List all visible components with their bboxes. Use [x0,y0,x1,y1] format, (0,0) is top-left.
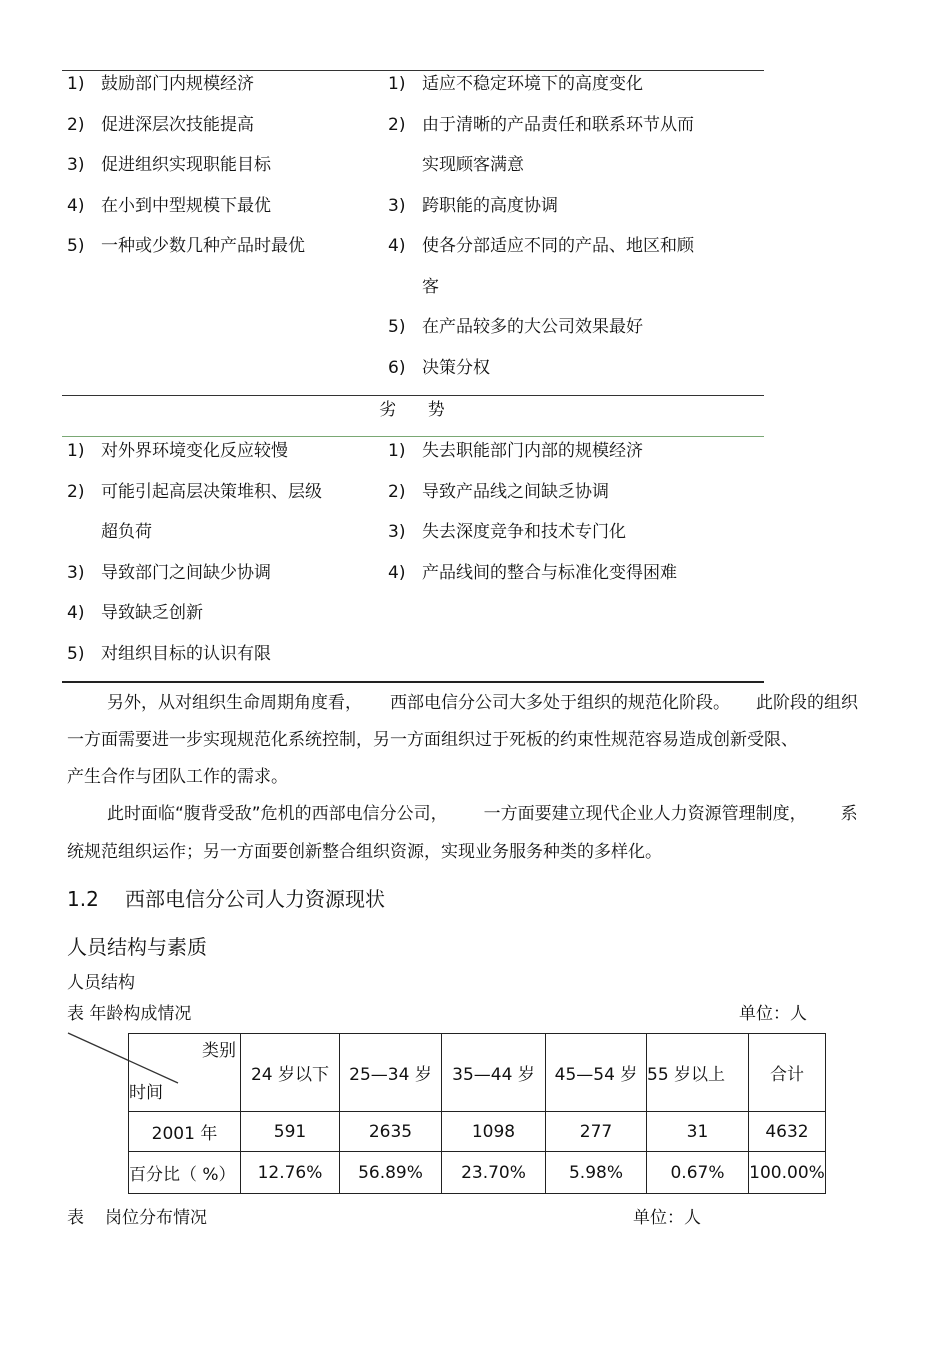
column-header: 合计 [749,1034,826,1112]
disadvantages-header: 劣 势 [379,400,447,420]
list-item: 3) 失去深度竞争和技术专门化 [388,522,626,542]
table-cell: 5.98% [546,1152,647,1194]
table-unit: 单位：人 [739,1004,807,1024]
row-label: 2001 年 [129,1112,241,1152]
paragraph: 产生合作与团队工作的需求。 [67,767,288,787]
paragraph: 统规范组织运作；另一方面要创新整合组织资源，实现业务服务种类的多样化。 [67,842,662,862]
table-cell: 12.76% [241,1152,340,1194]
column-header: 55 岁以上 [647,1034,749,1112]
list-item: 2) 促进深层次技能提高 [67,115,254,135]
list-item: 2) 由于清晰的产品责任和联系环节从而 [388,115,694,135]
paragraph: 一方面需要进一步实现规范化系统控制，另一方面组织过于死板的约束性规范容易造成创新受限、 [67,730,798,750]
table-row [129,1152,826,1194]
table-header-row [129,1034,826,1112]
list-item: 2) 导致产品线之间缺乏协调 [388,482,609,502]
column-header: 24 岁以下 [241,1034,340,1112]
table-cell: 0.67% [647,1152,749,1194]
list-item: 客 [422,277,439,297]
list-item: 3) 促进组织实现职能目标 [67,155,271,175]
list-item: 2) 可能引起高层决策堆积、层级 [67,482,322,502]
corner-cell [129,1034,241,1112]
table-row [129,1112,826,1152]
table-cell: 4632 [749,1112,826,1152]
list-item: 1) 适应不稳定环境下的高度变化 [388,74,643,94]
column-header: 25—34 岁 [340,1034,442,1112]
list-item: 5) 一种或少数几种产品时最优 [67,236,305,256]
table-unit: 单位：人 [633,1208,701,1228]
paragraph: 另外，从对组织生命周期角度看， 西部电信分公司大多处于组织的规范化阶段。 此阶段的组织 [107,693,858,713]
subsection-heading: 人员结构与素质 [67,935,207,959]
subsubsection-heading: 人员结构 [67,973,135,993]
table-cell: 277 [546,1112,647,1152]
list-item: 4) 使各分部适应不同的产品、地区和顾 [388,236,694,256]
list-item: 4) 产品线间的整合与标准化变得困难 [388,563,677,583]
list-item: 6) 决策分权 [388,358,490,378]
table-cell: 23.70% [442,1152,546,1194]
list-item: 5) 在产品较多的大公司效果最好 [388,317,643,337]
list-item: 实现顾客满意 [422,155,524,175]
table-cell: 591 [241,1112,340,1152]
table-cell: 100.00% [749,1152,826,1194]
column-header: 45—54 岁 [546,1034,647,1112]
table-top-rule [62,70,764,71]
table-bottom-rule [62,681,764,683]
column-header: 35—44 岁 [442,1034,546,1112]
table-cell: 1098 [442,1112,546,1152]
list-item: 4) 在小到中型规模下最优 [67,196,271,216]
disadvantages-header-rule [62,436,764,437]
list-item: 1) 失去职能部门内部的规模经济 [388,441,643,461]
corner-bottom-label: 时间 [129,1083,163,1103]
row-label: 百分比（ %） [129,1152,241,1194]
table-caption: 表 岗位分布情况 [67,1208,207,1228]
table-cell: 2635 [340,1112,442,1152]
list-item: 3) 导致部门之间缺少协调 [67,563,271,583]
section-heading: 1.2 西部电信分公司人力资源现状 [67,887,385,911]
paragraph: 此时面临“腹背受敌”危机的西部电信分公司， 一方面要建立现代企业人力资源管理制度， 系 [107,804,858,824]
table-caption: 表 年龄构成情况 [67,1004,192,1024]
table-cell: 56.89% [340,1152,442,1194]
list-item: 5) 对组织目标的认识有限 [67,644,271,664]
table-cell: 31 [647,1112,749,1152]
list-item: 1) 对外界环境变化反应较慢 [67,441,288,461]
corner-top-label: 类别 [202,1041,236,1061]
list-item: 4) 导致缺乏创新 [67,603,203,623]
section-divider [62,395,764,396]
age-composition-table [128,1033,826,1194]
list-item: 超负荷 [101,522,152,542]
list-item: 3) 跨职能的高度协调 [388,196,558,216]
list-item: 1) 鼓励部门内规模经济 [67,74,254,94]
